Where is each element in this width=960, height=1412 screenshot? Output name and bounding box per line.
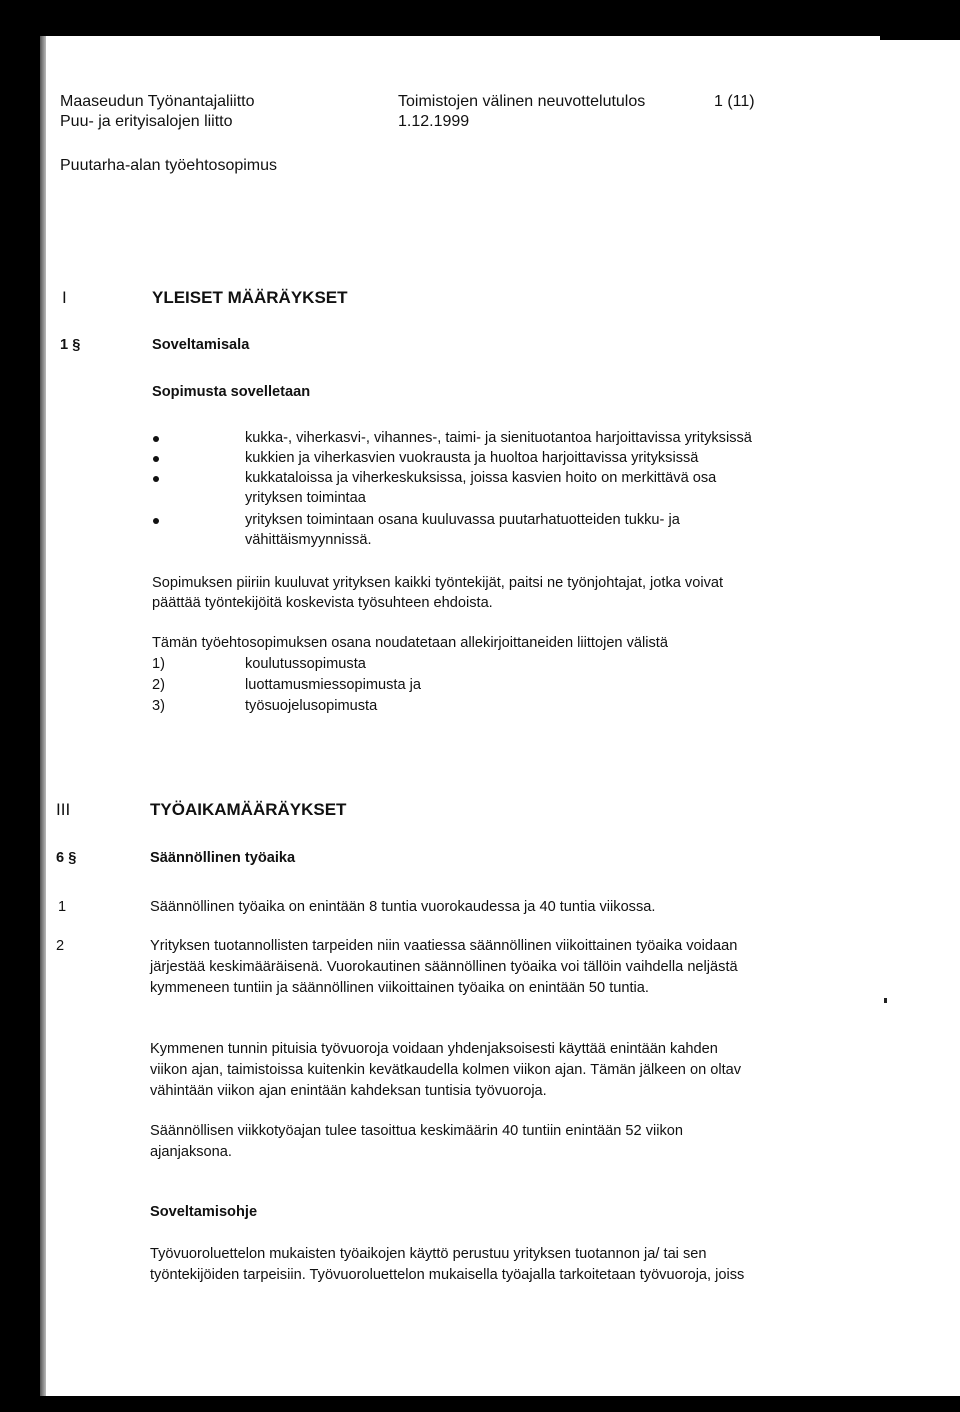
annex-item-number: 2) <box>152 677 165 693</box>
section-3-title: TYÖAIKAMÄÄRÄYKSET <box>150 800 347 819</box>
header-doc-title: Toimistojen välinen neuvottelutulos <box>398 93 646 110</box>
scope-text-line: päättää työntekijöitä koskevista työsuhteen ehdoista. <box>152 595 493 611</box>
guide-text-line: työntekijöiden tarpeisiin. Työvuoroluettelon mukaisella työajalla tarkoitetaan työvuoroja, joiss <box>150 1267 745 1283</box>
scan-speck <box>884 998 887 1003</box>
moment-2-number: 2 <box>56 938 65 954</box>
header-org1: Maaseudun Työnantajaliitto <box>60 93 255 110</box>
moment-2-text-line: Yrityksen tuotannollisten tarpeiden niin vaatiessa säännöllinen viikoittainen työaika voidaan <box>150 938 738 954</box>
paragraph-1-number <box>60 335 80 355</box>
section-1-number: I <box>62 288 67 307</box>
section-1-title: YLEISET MÄÄRÄYKSET <box>152 288 348 307</box>
list-item-continuation: vähittäismyynnissä. <box>245 532 372 548</box>
annex-intro: Tämän työehtosopimuksen osana noudatetaan allekirjoittaneiden liittojen välistä <box>152 635 668 651</box>
section-3-number: III <box>56 800 71 819</box>
section-sign-icon: § <box>68 850 77 866</box>
moment-1-text: Säännöllinen työaika on enintään 8 tuntia vuorokaudessa ja 40 tuntia viikossa. <box>150 899 656 915</box>
scan-edge-top-right <box>880 0 960 40</box>
bullet-icon <box>153 518 159 524</box>
paragraph-line: ajanjaksona. <box>150 1144 232 1160</box>
scope-subtitle: Sopimusta sovelletaan <box>152 384 311 400</box>
guide-text-line: Työvuoroluettelon mukaisten työaikojen käyttö perustuu yrityksen tuotannon ja/ tai sen <box>150 1246 707 1262</box>
header-date: 1.12.1999 <box>398 113 470 130</box>
section-sign-icon: § <box>72 337 81 353</box>
paragraph-6-title: Säännöllinen työaika <box>150 850 296 866</box>
paragraph-line: Kymmenen tunnin pituisia työvuoroja voidaan yhdenjaksoisesti käyttää enintään kahden <box>150 1041 718 1057</box>
bullet-icon <box>153 436 159 442</box>
paragraph-number: 6 <box>56 850 65 866</box>
annex-item-number: 1) <box>152 656 165 672</box>
agreement-title: Puutarha-alan työehtosopimus <box>60 157 278 174</box>
paragraph-line: vähintään viikon ajan enintään kahdeksan tuntisia työvuoroja. <box>150 1083 547 1099</box>
moment-2-text-line: kymmeneen tuntiin ja säännöllinen viikoittainen työaika on enintään 50 tuntia. <box>150 980 649 996</box>
moment-2-text-line: järjestää keskimääräisenä. Vuorokautinen säännöllinen työaika voi tällöin vaihdella neljästä <box>150 959 738 975</box>
list-item-continuation: yrityksen toimintaa <box>245 490 366 506</box>
header-page-number: 1 (11) <box>714 93 755 110</box>
list-item: kukkataloissa ja viherkeskuksissa, joissa kasvien hoito on merkittävä osa <box>245 470 717 486</box>
bullet-icon <box>153 476 159 482</box>
paragraph-number: 1 <box>60 337 69 353</box>
list-item: kukka-, viherkasvi-, vihannes-, taimi- ja sienituotantoa harjoittavissa yrityksissä <box>245 430 752 446</box>
annex-item-text: työsuojelusopimusta <box>245 698 378 714</box>
scan-edge-left <box>40 36 46 1412</box>
bullet-icon <box>153 456 159 462</box>
annex-item-number: 3) <box>152 698 165 714</box>
guide-title: Soveltamisohje <box>150 1204 258 1220</box>
list-item: kukkien ja viherkasvien vuokrausta ja huoltoa harjoittavissa yrityksissä <box>245 450 699 466</box>
paragraph-1-title: Soveltamisala <box>152 337 250 353</box>
scan-edge-bottom <box>40 1396 960 1412</box>
paragraph-line: viikon ajan, taimistoissa kuitenkin kevätkaudella kolmen viikon ajan. Tämän jälkeen on oltav <box>150 1062 742 1078</box>
paragraph-line: Säännöllisen viikkotyöajan tulee tasoittua keskimäärin 40 tuntiin enintään 52 viikon <box>150 1123 683 1139</box>
annex-item-text: luottamusmiessopimusta ja <box>245 677 422 693</box>
annex-item-text: koulutussopimusta <box>245 656 366 672</box>
scope-text-line: Sopimuksen piiriin kuuluvat yrityksen kaikki työntekijät, paitsi ne työnjohtajat, jotka voivat <box>152 575 724 591</box>
paragraph-6-number <box>56 848 76 868</box>
list-item: yrityksen toimintaan osana kuuluvassa puutarhatuotteiden tukku- ja <box>245 512 680 528</box>
moment-1-number: 1 <box>58 899 67 915</box>
header-org2: Puu- ja erityisalojen liitto <box>60 113 233 130</box>
